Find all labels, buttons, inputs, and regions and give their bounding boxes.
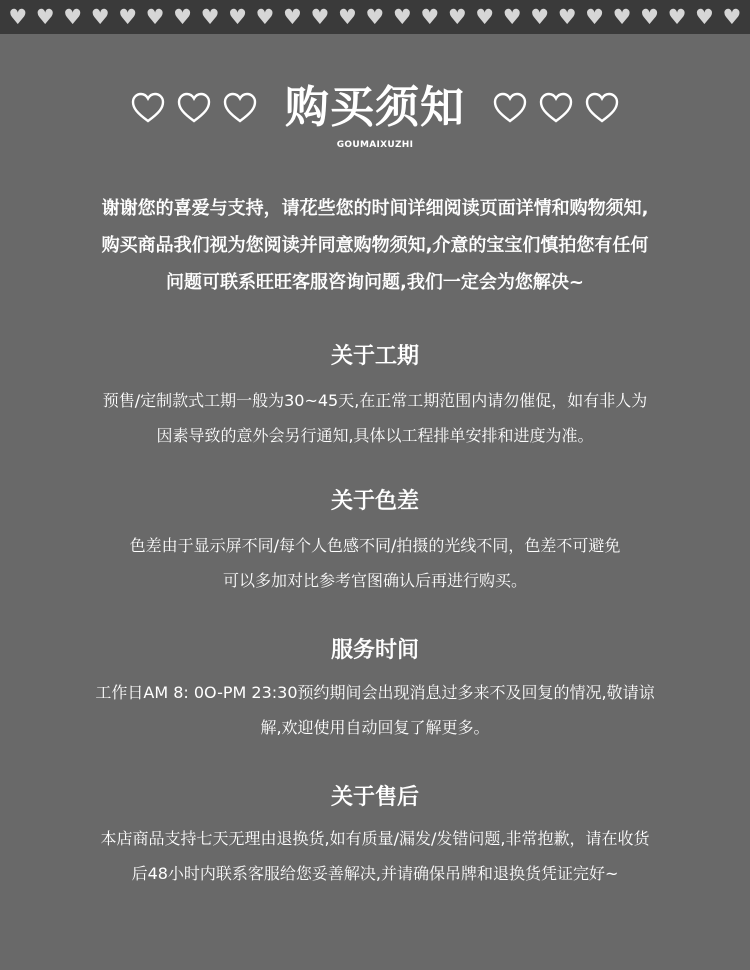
heart-icon: ♥ — [118, 5, 138, 29]
title-row — [0, 78, 750, 138]
heart-icon: ♥ — [145, 5, 165, 29]
heart-icon: ♥ — [310, 5, 330, 29]
heart-icon: ♥ — [475, 5, 495, 29]
heart-outline-icon — [177, 92, 211, 124]
heart-icon: ♥ — [695, 5, 714, 29]
heart-outline-icon — [493, 92, 527, 124]
intro-text — [55, 190, 695, 301]
heart-icon: ♥ — [392, 5, 412, 29]
section-body-lead-time — [45, 383, 705, 453]
heart-icon: ♥ — [365, 5, 385, 29]
section-line: 解,欢迎使用自动回复了解更多。 — [260, 718, 490, 737]
page-subtitle: GOUMAIXUZHI — [336, 140, 414, 150]
heart-icon: ♥ — [447, 5, 467, 29]
heart-banner — [0, 0, 750, 34]
heart-icon: ♥ — [530, 5, 550, 29]
heart-icon: ♥ — [200, 5, 220, 29]
heart-icon: ♥ — [35, 5, 55, 29]
right-hearts — [493, 92, 619, 124]
heart-icon: ♥ — [255, 5, 275, 29]
intro-line: 问题可联系旺旺客服咨询问题,我们一定会为您解决~ — [166, 272, 584, 293]
section-body-color-difference — [45, 528, 705, 598]
section-line: 因素导致的意外会另行通知,具体以工程排单安排和进度为准。 — [156, 426, 594, 445]
heart-outline-icon — [223, 92, 257, 124]
heart-icon: ♥ — [667, 5, 687, 29]
section-heading-lead-time: 关于工期 — [330, 344, 419, 369]
heart-icon: ♥ — [63, 5, 83, 29]
heart-icon: ♥ — [337, 5, 357, 29]
section-line: 后48小时内联系客服给您妥善解决,并请确保吊牌和退换货凭证完好~ — [131, 864, 619, 883]
section-heading-color-difference: 关于色差 — [330, 489, 419, 514]
heart-icon: ♥ — [640, 5, 659, 29]
heart-icon: ♥ — [557, 5, 577, 29]
heart-icon: ♥ — [502, 5, 522, 29]
heart-icon: ♥ — [722, 5, 742, 29]
heart-icon: ♥ — [8, 5, 28, 29]
section-line: 预售/定制款式工期一般为30~45天,在正常工期范围内请勿催促，如有非人为 — [102, 391, 648, 410]
heart-icon: ♥ — [228, 5, 247, 29]
page-title: 购买须知 — [285, 82, 465, 133]
section-line: 本店商品支持七天无理由退换货,如有质量/漏发/发错问题,非常抱歉，请在收货 — [100, 829, 650, 848]
section-heading-service-hours: 服务时间 — [330, 638, 419, 663]
heart-outline-icon — [585, 92, 619, 124]
heart-icon: ♥ — [585, 5, 604, 29]
section-body-after-sales — [45, 821, 705, 891]
heart-outline-icon — [539, 92, 573, 124]
intro-line: 谢谢您的喜爱与支持，请花些您的时间详细阅读页面详情和购物须知, — [101, 198, 649, 219]
heart-icon: ♥ — [283, 5, 302, 29]
heart-icon: ♥ — [90, 5, 110, 29]
left-hearts — [131, 92, 257, 124]
section-body-service-hours — [45, 675, 705, 745]
section-line: 色差由于显示屏不同/每个人色感不同/拍摄的光线不同，色差不可避免 — [129, 536, 621, 555]
heart-icon: ♥ — [612, 5, 632, 29]
section-heading-after-sales: 关于售后 — [330, 785, 419, 810]
section-line: 工作日AM 8: 0O-PM 23:30预约期间会出现消息过多来不及回复的情况,敬请谅 — [95, 683, 655, 702]
heart-icon: ♥ — [173, 5, 192, 29]
heart-icon: ♥ — [420, 5, 440, 29]
section-line: 可以多加对比参考官图确认后再进行购买。 — [222, 571, 527, 590]
heart-outline-icon — [131, 92, 165, 124]
intro-line: 购买商品我们视为您阅读并同意购物须知,介意的宝宝们慎拍您有任何 — [101, 235, 649, 256]
